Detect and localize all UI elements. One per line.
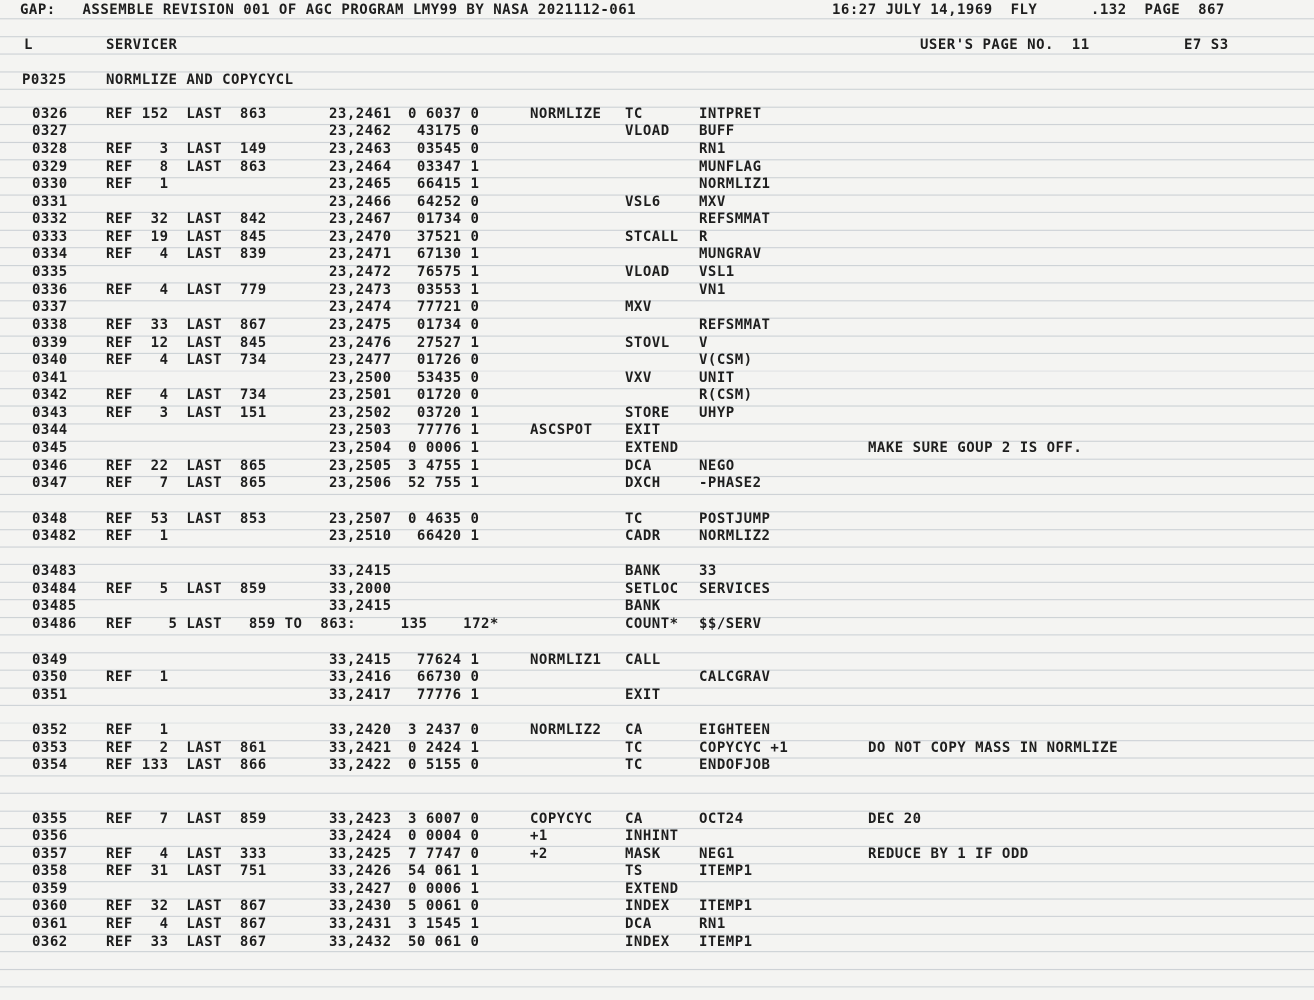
opcode: STOVL xyxy=(625,335,670,351)
reference-info: REF 4 LAST 734 xyxy=(106,387,267,403)
address: 23,2471 xyxy=(329,246,392,262)
operand: V xyxy=(699,335,708,351)
reference-info: REF 1 xyxy=(106,528,169,544)
opcode: EXTEND xyxy=(625,440,679,456)
listing-row xyxy=(0,827,1314,845)
opcode: STCALL xyxy=(625,229,679,245)
location-label: ASCSPOT xyxy=(530,422,593,438)
listing-row xyxy=(0,651,1314,669)
sequence-number: 0337 xyxy=(32,299,68,315)
opcode: TS xyxy=(625,863,643,879)
operand: CALCGRAV xyxy=(699,669,771,685)
operand: REFSMMAT xyxy=(699,317,771,333)
reference-info: REF 12 LAST 845 xyxy=(106,335,267,351)
sequence-number: 0348 xyxy=(32,511,68,527)
octal-word: 27527 1 xyxy=(408,335,480,351)
address: 33,2424 xyxy=(329,828,392,844)
opcode: BANK xyxy=(625,563,661,579)
address: 23,2506 xyxy=(329,475,392,491)
octal-word: 3 1545 1 xyxy=(408,916,480,932)
address: 33,2416 xyxy=(329,669,392,685)
comment: DEC 20 xyxy=(868,811,922,827)
octal-word: 3 6007 0 xyxy=(408,811,480,827)
section-title xyxy=(0,71,1314,89)
address: 23,2476 xyxy=(329,335,392,351)
address: 23,2505 xyxy=(329,458,392,474)
section-name: SERVICER xyxy=(106,37,178,53)
listing-row xyxy=(0,845,1314,863)
reference-info: REF 19 LAST 845 xyxy=(106,229,267,245)
timestamp-page: 16:27 JULY 14,1969 FLY .132 PAGE 867 xyxy=(832,2,1225,18)
reference-info: REF 1 xyxy=(106,669,169,685)
opcode: MXV xyxy=(625,299,652,315)
operand: R xyxy=(699,229,708,245)
sequence-number: 0354 xyxy=(32,757,68,773)
reference-info: REF 3 LAST 149 xyxy=(106,141,267,157)
operand: COPYCYC +1 xyxy=(699,740,789,756)
location-label: NORMLIZE xyxy=(530,106,602,122)
address: 23,2467 xyxy=(329,211,392,227)
listing-row xyxy=(0,862,1314,880)
sequence-number: 0352 xyxy=(32,722,68,738)
section-code: E7 S3 xyxy=(1184,37,1229,53)
reference-info: REF 4 LAST 867 xyxy=(106,916,267,932)
octal-word: 0 0006 1 xyxy=(408,440,480,456)
listing-row xyxy=(0,386,1314,404)
users-page-number: USER'S PAGE NO. 11 xyxy=(920,37,1090,53)
operand: INTPRET xyxy=(699,106,762,122)
octal-word: 54 061 1 xyxy=(408,863,480,879)
octal-word: 0 4635 0 xyxy=(408,511,480,527)
opcode: EXIT xyxy=(625,422,661,438)
sequence-number: 0344 xyxy=(32,422,68,438)
operand: SERVICES xyxy=(699,581,771,597)
sequence-number: 0362 xyxy=(32,934,68,950)
listing-row xyxy=(0,915,1314,933)
address: 23,2463 xyxy=(329,141,392,157)
reference-info: REF 1 xyxy=(106,722,169,738)
opcode: INDEX xyxy=(625,934,670,950)
location-label: +2 xyxy=(530,846,548,862)
octal-word: 7 7747 0 xyxy=(408,846,480,862)
octal-word: 03720 1 xyxy=(408,405,480,421)
operand: OCT24 xyxy=(699,811,744,827)
listing-row xyxy=(0,334,1314,352)
octal-word: 77624 1 xyxy=(408,652,480,668)
listing-row xyxy=(0,880,1314,898)
opcode: INHINT xyxy=(625,828,679,844)
listing-row xyxy=(0,933,1314,951)
sequence-number: 0356 xyxy=(32,828,68,844)
operand: RN1 xyxy=(699,141,726,157)
address: 33,2431 xyxy=(329,916,392,932)
address: 23,2464 xyxy=(329,159,392,175)
address: 23,2461 xyxy=(329,106,392,122)
location-label: COPYCYC xyxy=(530,811,593,827)
listing-row xyxy=(0,316,1314,334)
sequence-number: 0357 xyxy=(32,846,68,862)
operand: R(CSM) xyxy=(699,387,753,403)
sequence-number: 03484 xyxy=(32,581,77,597)
octal-word: 01734 0 xyxy=(408,211,480,227)
reference-info: REF 32 LAST 842 xyxy=(106,211,267,227)
octal-word: 37521 0 xyxy=(408,229,480,245)
page-subheader xyxy=(0,36,1314,54)
opcode: DCA xyxy=(625,916,652,932)
listing-row xyxy=(0,810,1314,828)
reference-info: REF 5 LAST 859 TO 863: 135 172* xyxy=(106,616,499,632)
sequence-number: 0350 xyxy=(32,669,68,685)
octal-word: 43175 0 xyxy=(408,123,480,139)
listing-row xyxy=(0,615,1314,633)
octal-word: 5 0061 0 xyxy=(408,898,480,914)
operand: $$/SERV xyxy=(699,616,762,632)
address: 23,2477 xyxy=(329,352,392,368)
octal-word: 0 6037 0 xyxy=(408,106,480,122)
address: 33,2430 xyxy=(329,898,392,914)
opcode: BANK xyxy=(625,598,661,614)
sequence-number: 0353 xyxy=(32,740,68,756)
reference-info: REF 53 LAST 853 xyxy=(106,511,267,527)
address: 33,2415 xyxy=(329,598,392,614)
sequence-number: 0358 xyxy=(32,863,68,879)
opcode: VLOAD xyxy=(625,264,670,280)
reference-info: REF 5 LAST 859 xyxy=(106,581,267,597)
operand: MUNFLAG xyxy=(699,159,762,175)
listing-row xyxy=(0,756,1314,774)
opcode: EXIT xyxy=(625,687,661,703)
opcode: DCA xyxy=(625,458,652,474)
operand: NORMLIZ2 xyxy=(699,528,771,544)
octal-word: 76575 1 xyxy=(408,264,480,280)
octal-word: 77721 0 xyxy=(408,299,480,315)
listing-row xyxy=(0,263,1314,281)
address: 23,2465 xyxy=(329,176,392,192)
sequence-number: 0345 xyxy=(32,440,68,456)
sequence-number: 0347 xyxy=(32,475,68,491)
operand: REFSMMAT xyxy=(699,211,771,227)
address: 23,2502 xyxy=(329,405,392,421)
octal-word: 0 5155 0 xyxy=(408,757,480,773)
reference-info: REF 8 LAST 863 xyxy=(106,159,267,175)
opcode: STORE xyxy=(625,405,670,421)
opcode: CA xyxy=(625,811,643,827)
address: 23,2466 xyxy=(329,194,392,210)
listing-row xyxy=(0,721,1314,739)
listing-row xyxy=(0,457,1314,475)
address: 23,2501 xyxy=(329,387,392,403)
address: 33,2420 xyxy=(329,722,392,738)
address: 23,2510 xyxy=(329,528,392,544)
operand: ITEMP1 xyxy=(699,898,753,914)
opcode: CADR xyxy=(625,528,661,544)
sequence-number: 03482 xyxy=(32,528,77,544)
octal-word: 77776 1 xyxy=(408,422,480,438)
opcode: TC xyxy=(625,740,643,756)
reference-info: REF 3 LAST 151 xyxy=(106,405,267,421)
address: 33,2432 xyxy=(329,934,392,950)
listing-row xyxy=(0,210,1314,228)
address: 33,2415 xyxy=(329,563,392,579)
listing-row xyxy=(0,351,1314,369)
sequence-number: 0341 xyxy=(32,370,68,386)
operand: V(CSM) xyxy=(699,352,753,368)
listing-row xyxy=(0,175,1314,193)
reference-info: REF 133 LAST 866 xyxy=(106,757,267,773)
address: 23,2474 xyxy=(329,299,392,315)
location-label: NORMLIZ1 xyxy=(530,652,602,668)
opcode: INDEX xyxy=(625,898,670,914)
listing-row xyxy=(0,140,1314,158)
operand: ITEMP1 xyxy=(699,863,753,879)
operand: VSL1 xyxy=(699,264,735,280)
reference-info: REF 152 LAST 863 xyxy=(106,106,267,122)
reference-info: REF 1 xyxy=(106,176,169,192)
listing-row xyxy=(0,897,1314,915)
operand: VN1 xyxy=(699,282,726,298)
opcode: VXV xyxy=(625,370,652,386)
listing-row xyxy=(0,298,1314,316)
octal-word: 67130 1 xyxy=(408,246,480,262)
sequence-number: 0346 xyxy=(32,458,68,474)
operand: RN1 xyxy=(699,916,726,932)
octal-word: 0 0006 1 xyxy=(408,881,480,897)
address: 23,2500 xyxy=(329,370,392,386)
reference-info: REF 33 LAST 867 xyxy=(106,934,267,950)
sequence-number: 03486 xyxy=(32,616,77,632)
location-label: NORMLIZ2 xyxy=(530,722,602,738)
opcode: MASK xyxy=(625,846,661,862)
listing-row xyxy=(0,597,1314,615)
reference-info: REF 2 LAST 861 xyxy=(106,740,267,756)
sequence-number: 0361 xyxy=(32,916,68,932)
sequence-number: 0331 xyxy=(32,194,68,210)
opcode: DXCH xyxy=(625,475,661,491)
page-header xyxy=(0,1,1314,19)
reference-info: REF 32 LAST 867 xyxy=(106,898,267,914)
sequence-number: 0343 xyxy=(32,405,68,421)
operand: UNIT xyxy=(699,370,735,386)
operand: MUNGRAV xyxy=(699,246,762,262)
sequence-number: 0328 xyxy=(32,141,68,157)
operand: ENDOFJOB xyxy=(699,757,771,773)
octal-word: 03553 1 xyxy=(408,282,480,298)
section-page-ref: P0325 xyxy=(22,72,67,88)
sequence-number: 0334 xyxy=(32,246,68,262)
sequence-number: 0355 xyxy=(32,811,68,827)
listing-row xyxy=(0,193,1314,211)
sequence-number: 0336 xyxy=(32,282,68,298)
operand: NORMLIZ1 xyxy=(699,176,771,192)
sequence-number: 0333 xyxy=(32,229,68,245)
operand: 33 xyxy=(699,563,717,579)
comment: DO NOT COPY MASS IN NORMLIZE xyxy=(868,740,1119,756)
octal-word: 01734 0 xyxy=(408,317,480,333)
operand: -PHASE2 xyxy=(699,475,762,491)
address: 23,2507 xyxy=(329,511,392,527)
reference-info: REF 31 LAST 751 xyxy=(106,863,267,879)
address: 33,2425 xyxy=(329,846,392,862)
listing-row xyxy=(0,510,1314,528)
sequence-number: 03483 xyxy=(32,563,77,579)
reference-info: REF 4 LAST 779 xyxy=(106,282,267,298)
octal-word: 03545 0 xyxy=(408,141,480,157)
reference-info: REF 22 LAST 865 xyxy=(106,458,267,474)
address: 23,2462 xyxy=(329,123,392,139)
operand: NEGO xyxy=(699,458,735,474)
opcode: TC xyxy=(625,757,643,773)
address: 23,2503 xyxy=(329,422,392,438)
octal-word: 66420 1 xyxy=(408,528,480,544)
sequence-number: 0340 xyxy=(32,352,68,368)
operand: BUFF xyxy=(699,123,735,139)
comment: MAKE SURE GOUP 2 IS OFF. xyxy=(868,440,1083,456)
opcode: CA xyxy=(625,722,643,738)
assembly-title: GAP: ASSEMBLE REVISION 001 OF AGC PROGRAM LMY99 BY NASA 2021112-061 xyxy=(20,2,637,18)
address: 33,2422 xyxy=(329,757,392,773)
sequence-number: 0359 xyxy=(32,881,68,897)
octal-word: 01726 0 xyxy=(408,352,480,368)
address: 33,2415 xyxy=(329,652,392,668)
octal-word: 3 4755 1 xyxy=(408,458,480,474)
listing-row xyxy=(0,281,1314,299)
address: 33,2000 xyxy=(329,581,392,597)
listing-row xyxy=(0,228,1314,246)
sequence-number: 0326 xyxy=(32,106,68,122)
address: 23,2470 xyxy=(329,229,392,245)
address: 33,2427 xyxy=(329,881,392,897)
octal-word: 0 2424 1 xyxy=(408,740,480,756)
reference-info: REF 4 LAST 734 xyxy=(106,352,267,368)
opcode: COUNT* xyxy=(625,616,679,632)
octal-word: 50 061 0 xyxy=(408,934,480,950)
log-letter: L xyxy=(24,37,33,53)
listing-row xyxy=(0,369,1314,387)
sequence-number: 0342 xyxy=(32,387,68,403)
octal-word: 77776 1 xyxy=(408,687,480,703)
sequence-number: 0360 xyxy=(32,898,68,914)
opcode: VLOAD xyxy=(625,123,670,139)
octal-word: 64252 0 xyxy=(408,194,480,210)
octal-word: 66730 0 xyxy=(408,669,480,685)
reference-info: REF 4 LAST 839 xyxy=(106,246,267,262)
sequence-number: 0351 xyxy=(32,687,68,703)
operand: NEG1 xyxy=(699,846,735,862)
address: 23,2472 xyxy=(329,264,392,280)
reference-info: REF 7 LAST 865 xyxy=(106,475,267,491)
opcode: VSL6 xyxy=(625,194,661,210)
operand: POSTJUMP xyxy=(699,511,771,527)
sequence-number: 0349 xyxy=(32,652,68,668)
octal-word: 53435 0 xyxy=(408,370,480,386)
octal-word: 66415 1 xyxy=(408,176,480,192)
opcode: SETLOC xyxy=(625,581,679,597)
reference-info: REF 4 LAST 333 xyxy=(106,846,267,862)
sequence-number: 0335 xyxy=(32,264,68,280)
listing-row xyxy=(0,105,1314,123)
opcode: TC xyxy=(625,106,643,122)
address: 33,2421 xyxy=(329,740,392,756)
address: 23,2504 xyxy=(329,440,392,456)
listing-row xyxy=(0,527,1314,545)
location-label: +1 xyxy=(530,828,548,844)
sequence-number: 0327 xyxy=(32,123,68,139)
opcode: CALL xyxy=(625,652,661,668)
listing-row xyxy=(0,158,1314,176)
listing-row xyxy=(0,122,1314,140)
address: 33,2426 xyxy=(329,863,392,879)
reference-info: REF 7 LAST 859 xyxy=(106,811,267,827)
listing-row xyxy=(0,686,1314,704)
operand: EIGHTEEN xyxy=(699,722,771,738)
listing-row xyxy=(0,739,1314,757)
listing-row xyxy=(0,668,1314,686)
address: 23,2475 xyxy=(329,317,392,333)
operand: MXV xyxy=(699,194,726,210)
comment: REDUCE BY 1 IF ODD xyxy=(868,846,1029,862)
listing-row xyxy=(0,439,1314,457)
octal-word: 01720 0 xyxy=(408,387,480,403)
listing-row xyxy=(0,562,1314,580)
listing-row xyxy=(0,580,1314,598)
listing-row xyxy=(0,474,1314,492)
operand: ITEMP1 xyxy=(699,934,753,950)
octal-word: 52 755 1 xyxy=(408,475,480,491)
sequence-number: 0339 xyxy=(32,335,68,351)
address: 23,2473 xyxy=(329,282,392,298)
octal-word: 0 0004 0 xyxy=(408,828,480,844)
sequence-number: 0330 xyxy=(32,176,68,192)
sequence-number: 0338 xyxy=(32,317,68,333)
section-title-text: NORMLIZE AND COPYCYCL xyxy=(106,72,294,88)
octal-word: 3 2437 0 xyxy=(408,722,480,738)
sequence-number: 0332 xyxy=(32,211,68,227)
octal-word: 03347 1 xyxy=(408,159,480,175)
address: 33,2423 xyxy=(329,811,392,827)
sequence-number: 0329 xyxy=(32,159,68,175)
listing-row xyxy=(0,245,1314,263)
opcode: TC xyxy=(625,511,643,527)
opcode: EXTEND xyxy=(625,881,679,897)
reference-info: REF 33 LAST 867 xyxy=(106,317,267,333)
listing-row xyxy=(0,404,1314,422)
listing-row xyxy=(0,421,1314,439)
operand: UHYP xyxy=(699,405,735,421)
sequence-number: 03485 xyxy=(32,598,77,614)
address: 33,2417 xyxy=(329,687,392,703)
